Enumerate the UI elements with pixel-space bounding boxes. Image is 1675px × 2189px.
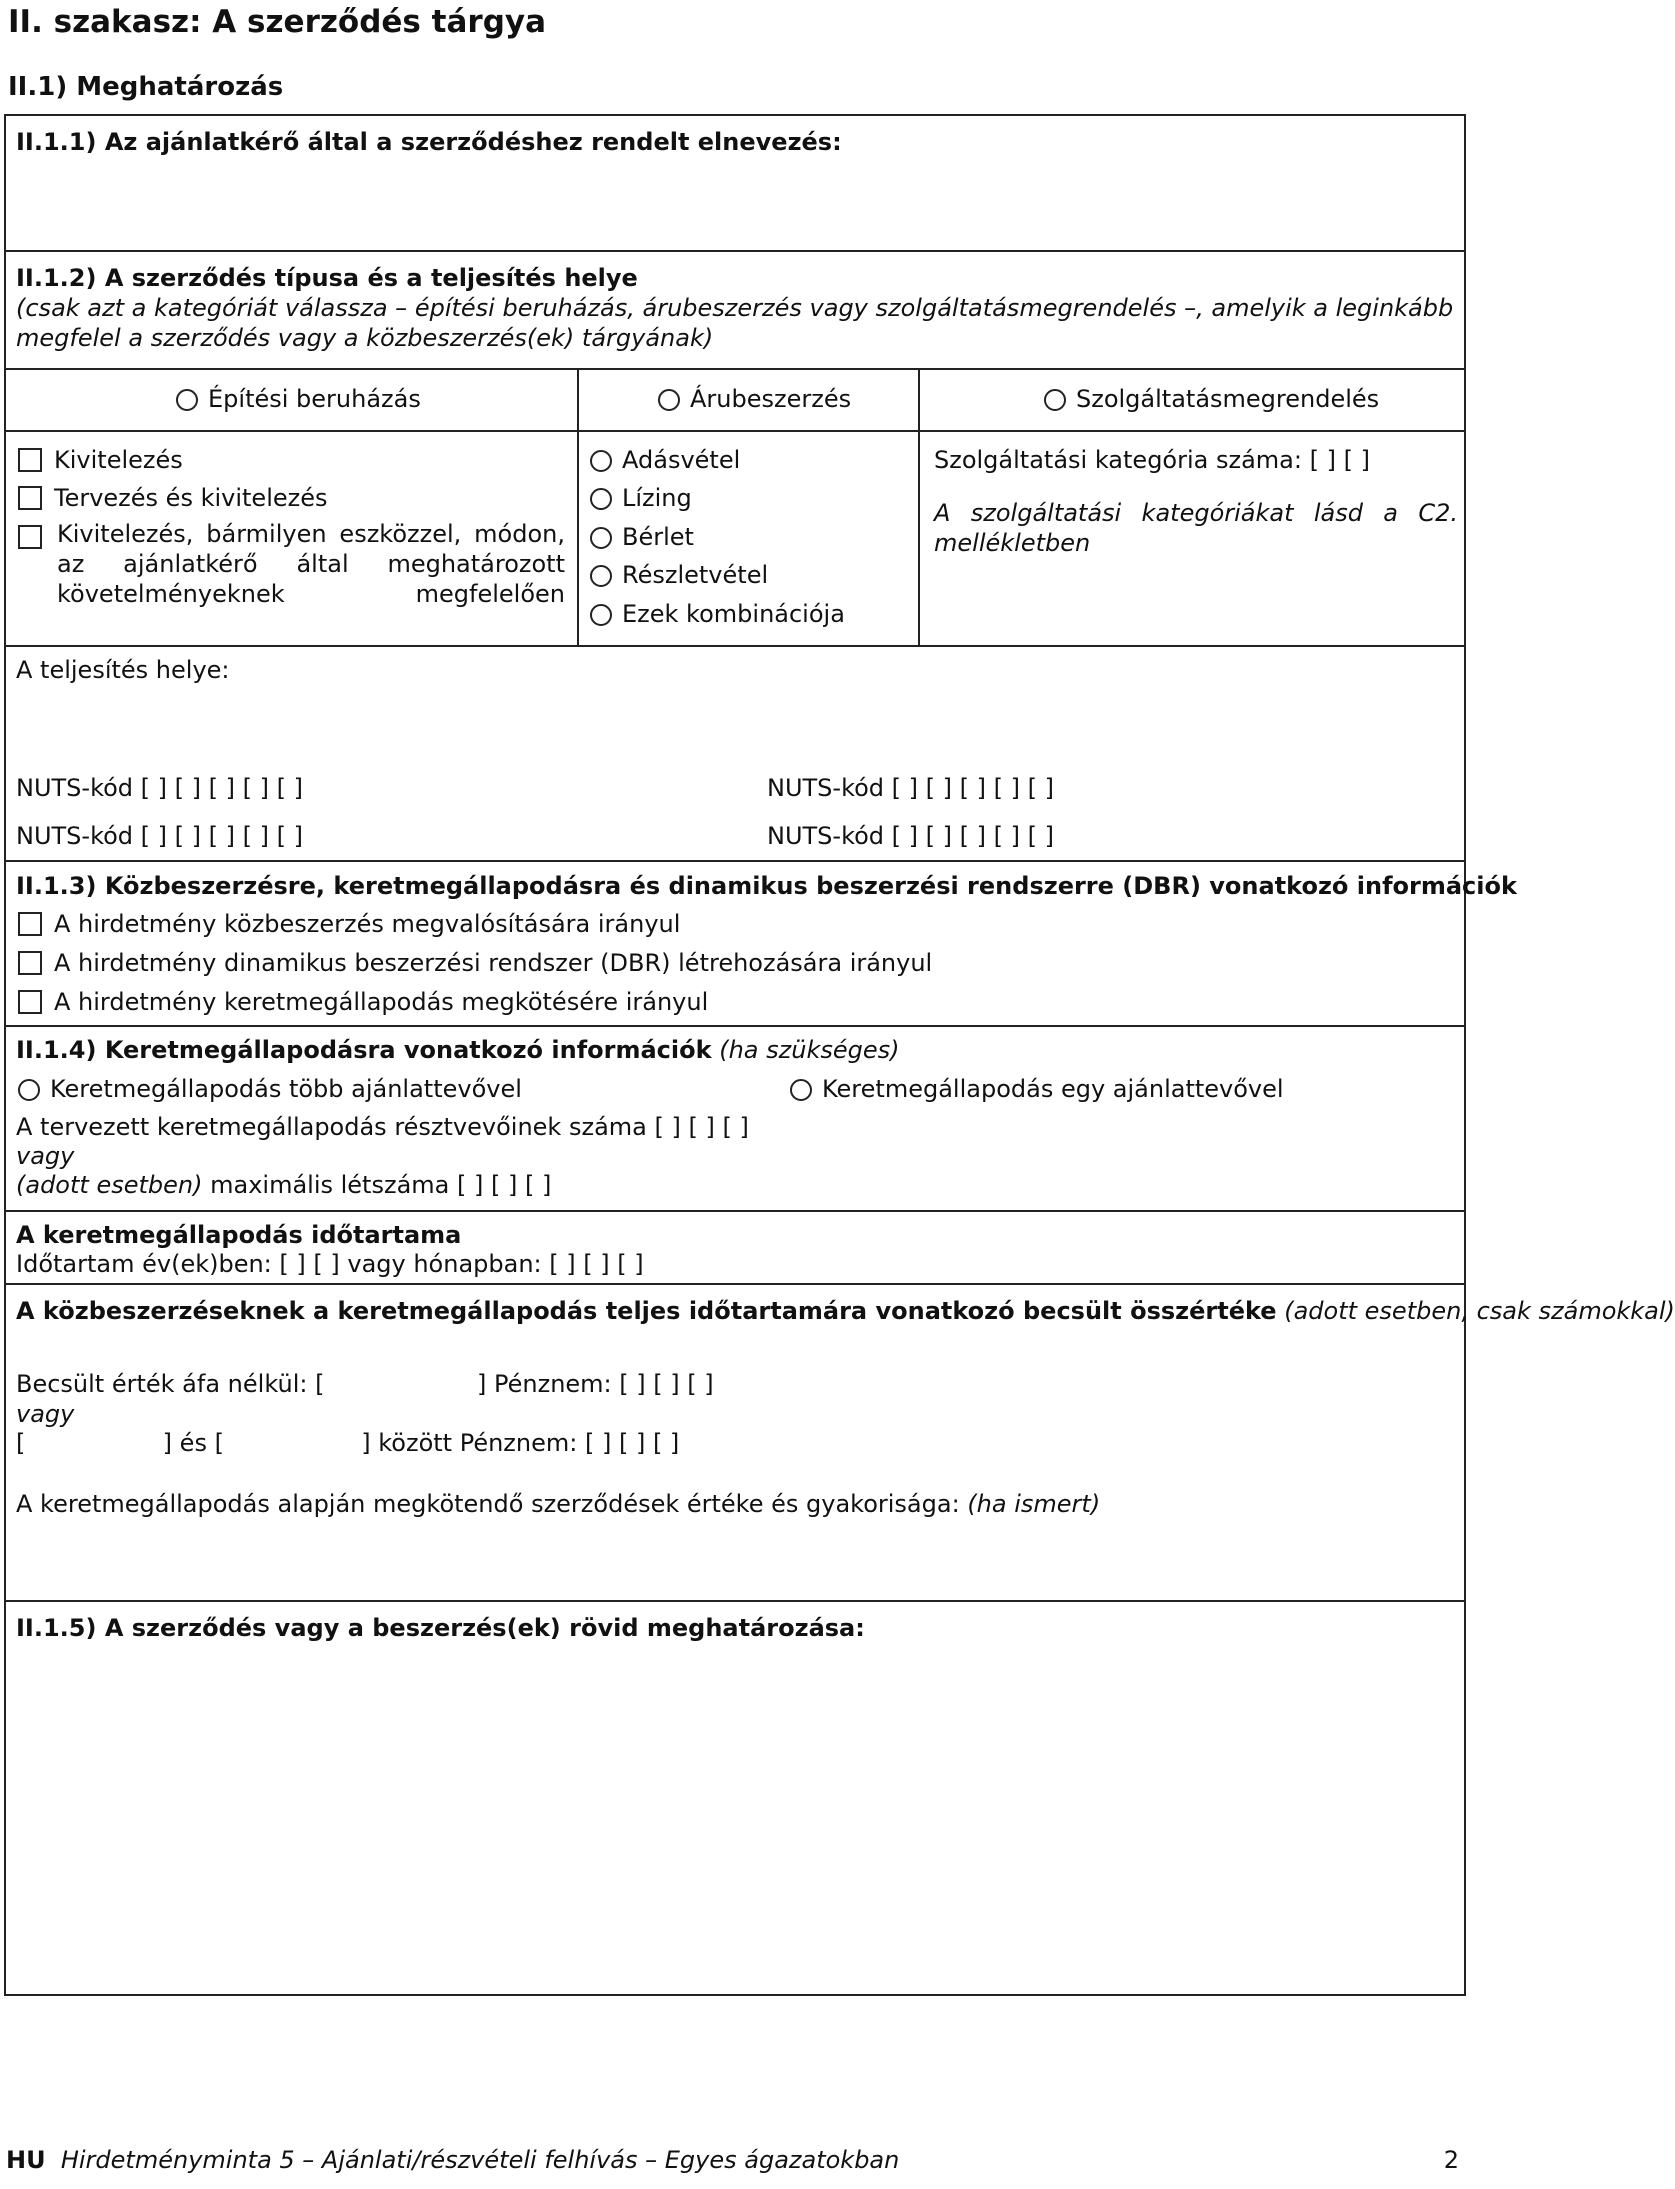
nuts-code-field[interactable]: NUTS-kód [ ] [ ] [ ] [ ] [ ]: [767, 774, 1054, 802]
or-label: vagy: [16, 1400, 75, 1428]
services-option[interactable]: [1044, 385, 1379, 413]
service-category-field[interactable]: Szolgáltatási kategória száma: [ ] [ ]: [934, 446, 1370, 474]
radio-icon: [176, 389, 198, 411]
supplies-label: Árubeszerzés: [690, 385, 852, 413]
radio-icon: [590, 604, 612, 626]
radio-icon: [1044, 389, 1066, 411]
radio-icon: [18, 1079, 40, 1101]
column-divider: [918, 368, 920, 646]
radio-icon: [590, 565, 612, 587]
works-execution-option[interactable]: Kivitelezés: [18, 446, 183, 474]
duration-title: A keretmegállapodás időtartama: [16, 1221, 462, 1249]
hire-purchase-option[interactable]: Részletvétel: [590, 561, 768, 589]
nuts-code-field[interactable]: NUTS-kód [ ] [ ] [ ] [ ] [ ]: [16, 774, 303, 802]
or-label: vagy: [16, 1142, 75, 1170]
planned-participants-field[interactable]: A tervezett keretmegállapodás résztvevőinek száma [ ] [ ] [ ]: [16, 1113, 749, 1141]
subsection-title: II.1) Meghatározás: [8, 72, 284, 102]
duration-field[interactable]: Időtartam év(ek)ben: [ ] [ ] vagy hónapban: [ ] [ ] [ ]: [16, 1250, 644, 1278]
divider: [4, 1025, 1466, 1027]
lease-option[interactable]: Lízing: [590, 484, 692, 512]
nuts-code-field[interactable]: NUTS-kód [ ] [ ] [ ] [ ] [ ]: [16, 822, 303, 850]
value-range-field[interactable]: [ ] és [ ] között Pénznem: [ ] [ ] [ ]: [16, 1429, 680, 1457]
place-label: A teljesítés helye:: [16, 656, 230, 684]
works-any-means-label: Kivitelezés, bármilyen eszközzel, módon, az ajánlatkérő által meghatározott követelményeknek megfelelően: [57, 520, 565, 608]
divider: [4, 860, 1466, 862]
works-any-means-option[interactable]: [18, 523, 54, 551]
checkbox-icon: [18, 448, 42, 472]
works-option[interactable]: [176, 385, 421, 413]
divider: [4, 645, 1466, 647]
checkbox-icon: [18, 525, 42, 549]
framework-multi-option[interactable]: Keretmegállapodás több ajánlattevővel: [18, 1075, 522, 1103]
framework-info-title: II.1.4) Keretmegállapodásra vonatkozó információk (ha szükséges): [16, 1036, 900, 1064]
public-contract-option[interactable]: A hirdetmény közbeszerzés megvalósítására irányul: [18, 910, 680, 938]
checkbox-icon: [18, 990, 42, 1014]
framework-option[interactable]: A hirdetmény keretmegállapodás megkötésére irányul: [18, 988, 708, 1016]
estimated-value-field[interactable]: Becsült érték áfa nélkül: [ ] Pénznem: [ ] [ ] [ ]: [16, 1370, 714, 1398]
contract-frequency-label: A keretmegállapodás alapján megkötendő szerződések értéke és gyakorisága: (ha ismert): [16, 1490, 1101, 1518]
procurement-info-title: II.1.3) Közbeszerzésre, keretmegállapodásra és dinamikus beszerzési rendszerre (DBR) vonatkozó információk: [16, 872, 1517, 900]
radio-icon: [590, 488, 612, 510]
works-design-option[interactable]: Tervezés és kivitelezés: [18, 484, 328, 512]
estimated-value-title: A közbeszerzéseknek a keretmegállapodás teljes időtartamára vonatkozó becsült összértéke (adott esetben, csak számokkal): [16, 1297, 1675, 1325]
radio-icon: [790, 1079, 812, 1101]
framework-single-option[interactable]: Keretmegállapodás egy ajánlattevővel: [790, 1075, 1284, 1103]
nuts-code-field[interactable]: NUTS-kód [ ] [ ] [ ] [ ] [ ]: [767, 822, 1054, 850]
combination-option[interactable]: Ezek kombinációja: [590, 600, 845, 628]
contract-name-label: II.1.1) Az ajánlatkérő által a szerződéshez rendelt elnevezés:: [16, 128, 842, 156]
contract-type-title: II.1.2) A szerződés típusa és a teljesítés helye: [16, 264, 638, 292]
checkbox-icon: [18, 951, 42, 975]
divider: [4, 1600, 1466, 1602]
page-number: 2: [1443, 2146, 1459, 2174]
radio-icon: [590, 450, 612, 472]
radio-icon: [658, 389, 680, 411]
footer-text: HU Hirdetményminta 5 – Ajánlati/részvételi felhívás – Egyes ágazatokban: [6, 2146, 900, 2174]
dps-option[interactable]: A hirdetmény dinamikus beszerzési rendszer (DBR) létrehozására irányul: [18, 949, 932, 977]
divider: [4, 1210, 1466, 1212]
rental-option[interactable]: Bérlet: [590, 523, 694, 551]
max-participants-field[interactable]: (adott esetben) maximális létszáma [ ] [ ] [ ]: [16, 1171, 552, 1199]
service-category-note: A szolgáltatási kategóriákat lásd a C2. mellékletben: [934, 499, 1458, 557]
supplies-option[interactable]: [658, 385, 851, 413]
radio-icon: [590, 527, 612, 549]
works-label: Építési beruházás: [208, 385, 421, 413]
divider: [4, 430, 1466, 432]
contract-type-note: (csak azt a kategóriát válassza – építési beruházás, árubeszerzés vagy szolgáltatásmegrendelés –, amelyik a leginkább megfelel a szerződés vagy a közbeszerzés(ek) tárgyának): [16, 294, 1454, 352]
divider: [4, 1283, 1466, 1285]
section-title: II. szakasz: A szerződés tárgya: [8, 4, 547, 40]
divider: [4, 250, 1466, 252]
column-divider: [577, 368, 579, 646]
checkbox-icon: [18, 486, 42, 510]
checkbox-icon: [18, 912, 42, 936]
purchase-option[interactable]: Adásvétel: [590, 446, 740, 474]
short-description-label: II.1.5) A szerződés vagy a beszerzés(ek) rövid meghatározása:: [16, 1614, 865, 1642]
services-label: Szolgáltatásmegrendelés: [1076, 385, 1380, 413]
divider: [4, 368, 1466, 370]
